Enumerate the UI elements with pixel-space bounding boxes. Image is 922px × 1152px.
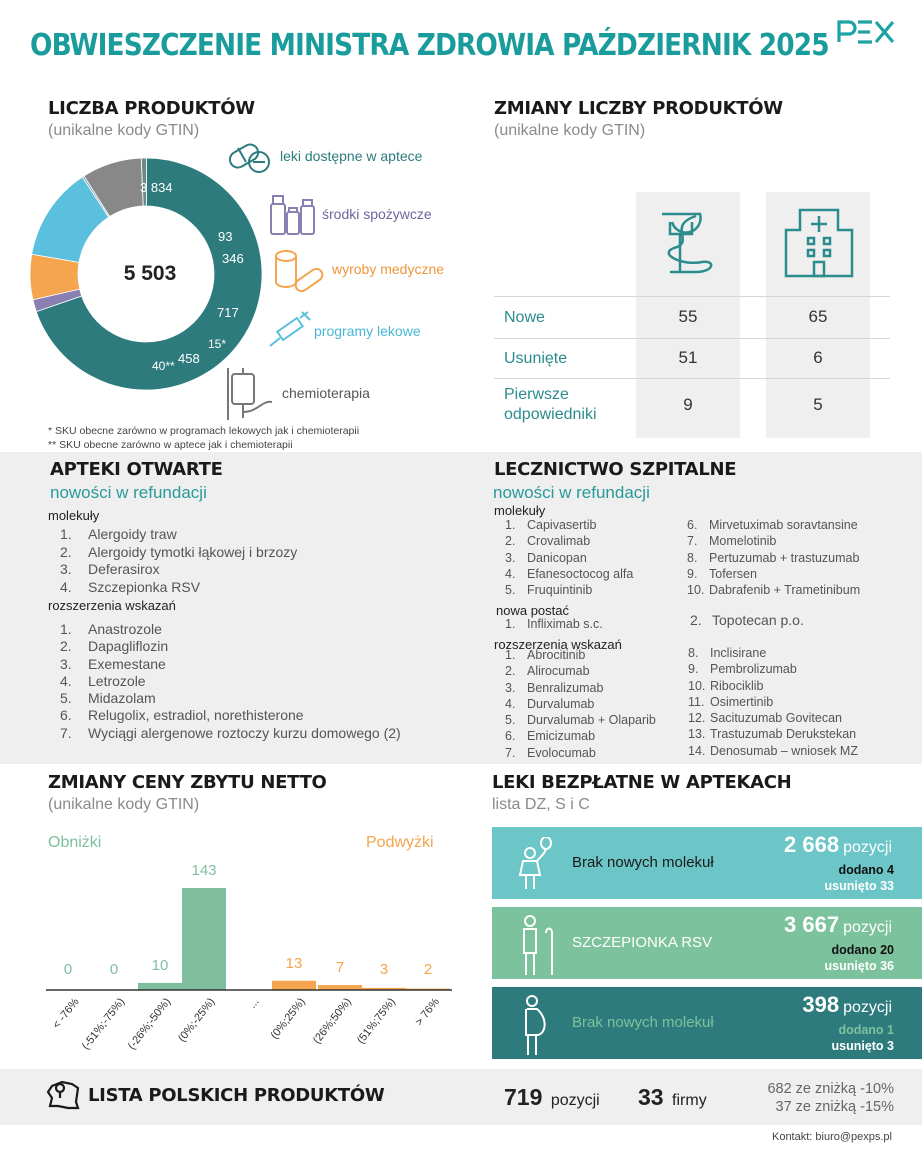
- row-value-szpital: 5: [813, 395, 823, 414]
- list-item: 4. Letrozole: [60, 672, 146, 689]
- list-item: 9. Tofersen: [687, 566, 757, 581]
- child-icon: [516, 837, 556, 893]
- discount-10: 682 ze zniżką -10%: [767, 1081, 894, 1097]
- donut-total: 5 503: [123, 262, 177, 285]
- free-box-s: [492, 907, 922, 979]
- row-value-apteka: 9: [683, 395, 693, 414]
- list-item: 1. Capivasertib: [505, 518, 597, 532]
- list-item: 12. Sacituzumab Govitecan: [688, 711, 843, 726]
- pregnant-icon: [516, 993, 556, 1057]
- row-value-szpital: 65: [808, 307, 828, 326]
- row-label-line2: odpowiedniki: [504, 406, 597, 423]
- senior-icon: [516, 913, 556, 977]
- row-value-apteka: 51: [678, 348, 698, 367]
- donut-label-chemio: 458: [178, 351, 200, 366]
- count-unit: pozycji: [843, 999, 892, 1016]
- bar-2: [138, 983, 182, 990]
- discount-15: 37 ze zniżką -15%: [775, 1099, 894, 1115]
- donut-label-apteka-chemio: 40**: [152, 359, 175, 373]
- bezplatne-sub: lista DZ, S i C: [492, 796, 590, 813]
- list-item: 8. Pertuzumab + trastuzumab: [687, 550, 860, 565]
- szpital-heading: LECZNICTWO SZPITALNE: [494, 459, 737, 480]
- bar-value-label: 0: [63, 961, 73, 978]
- polskie-count-unit: pozycji: [550, 1092, 600, 1109]
- list-item: 7. Evolocumab: [505, 745, 596, 760]
- donut-label-programy: 717: [217, 305, 239, 320]
- free-box-count: [802, 992, 892, 1018]
- list-item: 6. Relugolix, estradiol, norethisterone: [60, 707, 304, 724]
- polskie-discounts: [767, 1080, 894, 1116]
- apteki-heading: APTEKI OTWARTE: [50, 459, 223, 480]
- x-tick-label: (0%;25%): [268, 996, 308, 1042]
- donut-label-programy-chemio: 15*: [208, 337, 227, 351]
- list-item: 2. Alirocumab: [505, 664, 590, 679]
- free-box-label: SZCZEPIONKA RSV: [572, 934, 713, 951]
- apteki-cat-molekuly: molekuły: [48, 508, 100, 523]
- bar-value-label: 13: [285, 954, 303, 972]
- free-box-dz: [492, 827, 922, 899]
- list-item: 3. Exemestane: [60, 655, 166, 672]
- zmiany-sub: (unikalne kody GTIN): [494, 122, 646, 139]
- donut-label-srodki: 93: [218, 229, 233, 244]
- free-box-label: Brak nowych molekuł: [572, 854, 714, 871]
- footnote-1: * SKU obecne zarówno w programach lekowych jak i chemioterapii: [48, 425, 360, 437]
- polskie-firms-value: 33: [638, 1084, 664, 1110]
- row-value-szpital: 6: [813, 348, 823, 367]
- x-tick-label: > 76%: [412, 996, 442, 1029]
- contact-email[interactable]: Kontakt: biuro@pexps.pl: [771, 1131, 892, 1143]
- list-item: 9. Pembrolizumab: [688, 662, 797, 677]
- legend-leki: leki dostępne w aptece: [280, 148, 423, 164]
- list-item: 3. Benralizumab: [505, 680, 604, 695]
- list-item: 14. Denosumab – wniosek MZ: [688, 743, 858, 758]
- donut-label-apteka: 3 834: [140, 180, 173, 195]
- count-unit: pozycji: [843, 839, 892, 856]
- legend-chemio: chemioterapia: [282, 385, 370, 401]
- szpital-cat-postac: nowa postać: [496, 603, 569, 618]
- list-item: 11. Osimertinib: [688, 694, 774, 709]
- x-tick-label: (26%;50%): [310, 996, 354, 1047]
- apteki-sub: nowości w refundacji: [50, 483, 207, 502]
- free-box-count: [784, 912, 892, 938]
- list-item: 7. Momelotinib: [687, 534, 777, 549]
- row-label-line1: Pierwsze: [504, 386, 569, 403]
- list-item: 6. Emicizumab: [505, 729, 596, 744]
- free-box-added: dodano 20: [831, 943, 894, 957]
- liczba-heading: LICZBA PRODUKTÓW: [48, 98, 255, 119]
- podwyzki-label: Podwyżki: [366, 834, 434, 851]
- bar-3: [182, 888, 226, 990]
- obnizki-label: Obniżki: [48, 834, 102, 851]
- row-value-apteka: 55: [678, 307, 698, 326]
- list-item: 8. Inclisirane: [688, 646, 767, 660]
- list-item: 5. Midazolam: [60, 690, 156, 707]
- free-box-count: [784, 832, 892, 858]
- apteki-cat-rozszerzenia: rozszerzenia wskazań: [48, 598, 176, 613]
- bezplatne-heading: LEKI BEZPŁATNE W APTEKACH: [492, 772, 792, 793]
- ceny-heading: ZMIANY CENY ZBYTU NETTO: [48, 772, 327, 793]
- ceny-sub: (unikalne kody GTIN): [48, 796, 200, 813]
- bar-value-label: 0: [109, 961, 119, 978]
- list-item: 10. Ribociklib: [688, 678, 764, 693]
- list-item: 5. Durvalumab + Olaparib: [505, 713, 656, 728]
- polskie-firms-unit: firmy: [672, 1092, 707, 1109]
- list-item: 2. Topotecan p.o.: [690, 612, 804, 628]
- x-tick-label: (0%;-25%): [176, 996, 218, 1045]
- free-box-removed: usunięto 33: [824, 879, 894, 893]
- bar-value-label: 7: [335, 959, 345, 976]
- list-item: 5. Fruquintinib: [505, 583, 593, 598]
- bar-value-label: 2: [423, 961, 433, 978]
- count-value: 2 668: [784, 832, 840, 857]
- count-value: 398: [802, 992, 840, 1017]
- row-label: Nowe: [504, 309, 545, 326]
- x-tick-label: (-51%;-75%): [79, 996, 128, 1053]
- x-tick-label: < -76%: [50, 996, 82, 1032]
- legend-programy: programy lekowe: [314, 323, 421, 339]
- list-item: 3. Deferasirox: [60, 561, 160, 577]
- free-box-added: dodano 1: [838, 1023, 894, 1037]
- x-tick-label: (51%;75%): [354, 996, 398, 1047]
- row-label: Usunięte: [504, 350, 568, 367]
- list-item: 7. Wyciągi alergenowe roztoczy kurzu domowego (2): [60, 724, 401, 741]
- legend-wyroby: wyroby medyczne: [332, 261, 445, 277]
- zmiany-heading: ZMIANY LICZBY PRODUKTÓW: [494, 98, 783, 119]
- liczba-sub: (unikalne kody GTIN): [48, 122, 200, 139]
- count-value: 3 667: [784, 912, 840, 937]
- szpital-cat-molekuly: molekuły: [494, 503, 546, 518]
- bar-5: [272, 981, 316, 990]
- list-item: 13. Trastuzumab Derukstekan: [688, 727, 857, 742]
- free-box-removed: usunięto 36: [824, 959, 894, 973]
- list-item: 1. Abrocitinib: [505, 648, 586, 662]
- list-item: 10. Dabrafenib + Trametinibum: [687, 583, 861, 598]
- list-item: 1. Alergoidy traw: [60, 526, 177, 542]
- list-item: 3. Danicopan: [505, 550, 587, 565]
- list-item: 1. Infliximab s.c.: [505, 617, 603, 631]
- page-title: OBWIESZCZENIE MINISTRA ZDROWIA PAŹDZIERNIK 2025: [30, 28, 829, 63]
- list-item: 2. Alergoidy tymotki łąkowej i brzozy: [60, 543, 298, 560]
- bar-value-label: 143: [191, 862, 217, 879]
- szpital-sub: nowości w refundacji: [493, 483, 650, 502]
- list-item: 2. Dapagliflozin: [60, 638, 169, 655]
- list-item: 1. Anastrozole: [60, 621, 162, 637]
- legend-srodki: środki spożywcze: [322, 206, 432, 222]
- polskie-heading: LISTA POLSKICH PRODUKTÓW: [88, 1085, 385, 1106]
- footnote-2: ** SKU obecne zarówno w aptece jak i chemioterapii: [48, 439, 293, 451]
- free-box-removed: usunięto 3: [831, 1039, 894, 1053]
- bar-value-label: 10: [151, 956, 169, 974]
- polskie-firms: [638, 1084, 707, 1111]
- x-tick-label: ...: [246, 996, 262, 1011]
- free-box-added: dodano 4: [838, 863, 894, 877]
- donut-label-wyroby: 346: [222, 251, 244, 266]
- x-tick-label: (-26%;-50%): [125, 996, 174, 1053]
- free-box-label: Brak nowych molekuł: [572, 1014, 714, 1031]
- poland-map-icon: [46, 1076, 82, 1112]
- polskie-count-value: 719: [504, 1084, 543, 1110]
- polskie-count: [504, 1084, 600, 1111]
- list-item: 6. Mirvetuximab soravtansine: [687, 518, 858, 532]
- list-item: 2. Crovalimab: [505, 534, 591, 549]
- szpital-cat-rozszerzenia: rozszerzenia wskazań: [494, 637, 622, 652]
- bar-value-label: 3: [379, 961, 389, 978]
- list-item: 4. Efanesoctocog alfa: [505, 566, 634, 581]
- list-item: 4. Szczepionka RSV: [60, 578, 201, 595]
- list-item: 4. Durvalumab: [505, 696, 595, 711]
- count-unit: pozycji: [843, 919, 892, 936]
- free-box-c: [492, 987, 922, 1059]
